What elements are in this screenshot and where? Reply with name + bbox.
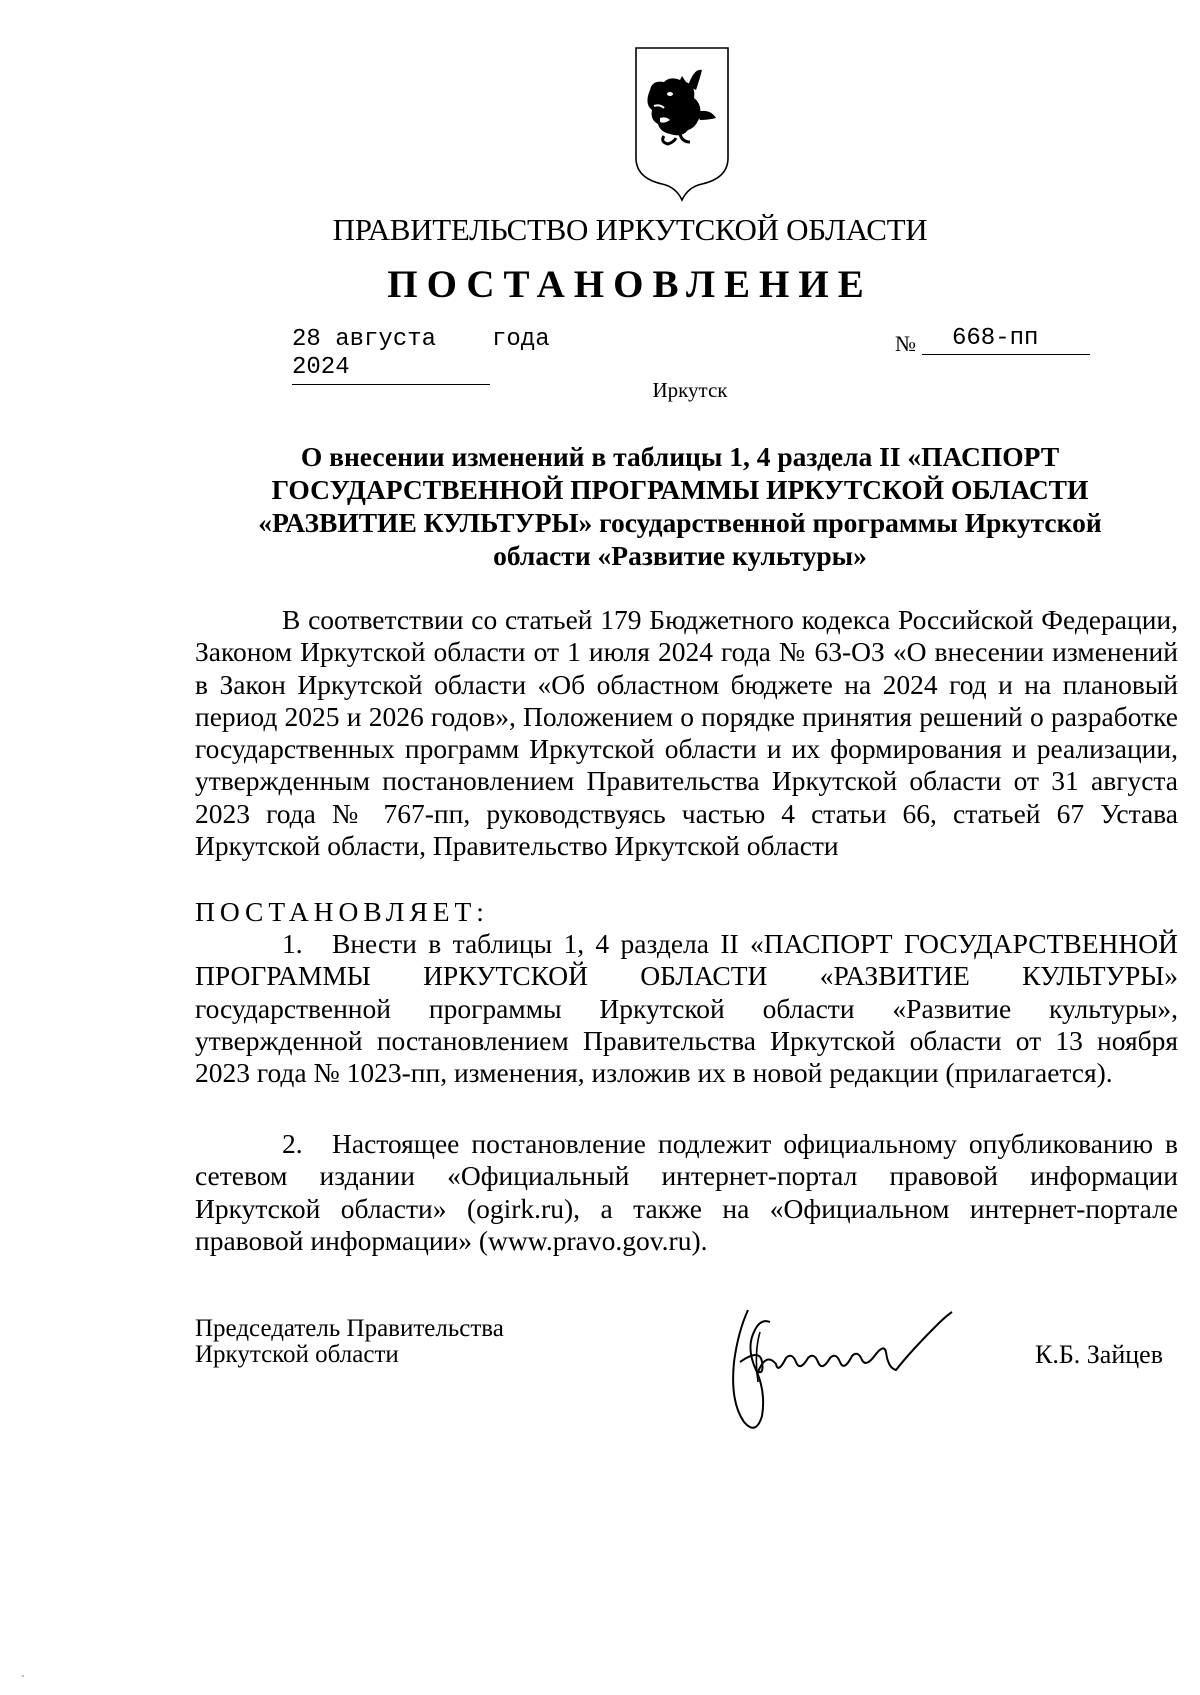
handwritten-signature-icon bbox=[700, 1292, 990, 1442]
list-item-number: 2. bbox=[282, 1128, 303, 1159]
resolves-heading: ПОСТАНОВЛЯЕТ: bbox=[195, 896, 489, 927]
signatory-title bbox=[195, 1316, 504, 1368]
signatory-name: К.Б. Зайцев bbox=[1035, 1340, 1163, 1369]
preamble-text: В соответствии со статьей 179 Бюджетного кодекса Российской Федерации, Законом Иркутской области от 1 июля 2024 года № 63-ОЗ «О внесении изменений в Закон Иркутской области «Об областном бюджете на 2024 год и на плановый период 2025 и 2026 годов», Положением о порядке принятия решений о разработке государственных программ Иркутской области и их формирования и реализации, утвержденным постановлением Правительства Иркутской области от 31 августа 2023 года № 767-пп, руководствуясь частью 4 статьи 66, статьей 67 Устава Иркутской области, Правительство Иркутской области bbox=[195, 604, 1178, 862]
preamble bbox=[195, 604, 1178, 862]
list-item-text: Настоящее постановление подлежит официальному опубликованию в сетевом издании «Официальный интернет-портал правовой информации Иркутской области» (ogirk.ru), а также на «Официальном интернет-портале правовой информации» (www.pravo.gov.ru). bbox=[195, 1128, 1178, 1256]
number-sign: № bbox=[895, 331, 916, 356]
document-number: 668-пп bbox=[922, 324, 1090, 355]
list-item-text: Внести в таблицы 1, 4 раздела II «ПАСПОРТ ГОСУДАРСТВЕННОЙ ПРОГРАММЫ ИРКУТСКОЙ ОБЛАСТИ «РАЗВИТИЕ КУЛЬТУРЫ» государственной программы Иркутской области «Развитие культуры», утвержденной постановлением Правительства Иркутской области от 13 ноября 2023 года № 1023-пп, изменения, изложив их в новой редакции (прилагается). bbox=[195, 928, 1178, 1089]
city: Иркутск bbox=[652, 378, 728, 402]
signatory-title-line: Председатель Правительства bbox=[195, 1315, 504, 1342]
irkutsk-coat-of-arms-icon bbox=[630, 46, 734, 202]
scan-mark bbox=[22, 1675, 24, 1677]
document-type: ПОСТАНОВЛЕНИЕ bbox=[387, 263, 873, 306]
government-name: ПРАВИТЕЛЬСТВО ИРКУТСКОЙ ОБЛАСТИ bbox=[332, 212, 928, 247]
document-subject: О внесении изменений в таблицы 1, 4 раздела II «ПАСПОРТ ГОСУДАРСТВЕННОЙ ПРОГРАММЫ ИРКУТСКОЙ ОБЛАСТИ «РАЗВИТИЕ КУЛЬТУРЫ» государственной программы Иркутской области «Развитие культуры» bbox=[258, 441, 1102, 571]
signatory-title-line: Иркутской области bbox=[195, 1341, 399, 1368]
list-item bbox=[195, 1128, 1178, 1257]
list-item-number: 1. bbox=[282, 928, 303, 959]
document-date: 28 августа 2024 bbox=[292, 326, 490, 385]
list-item bbox=[195, 928, 1178, 1089]
document-date-suffix: года bbox=[492, 326, 550, 353]
